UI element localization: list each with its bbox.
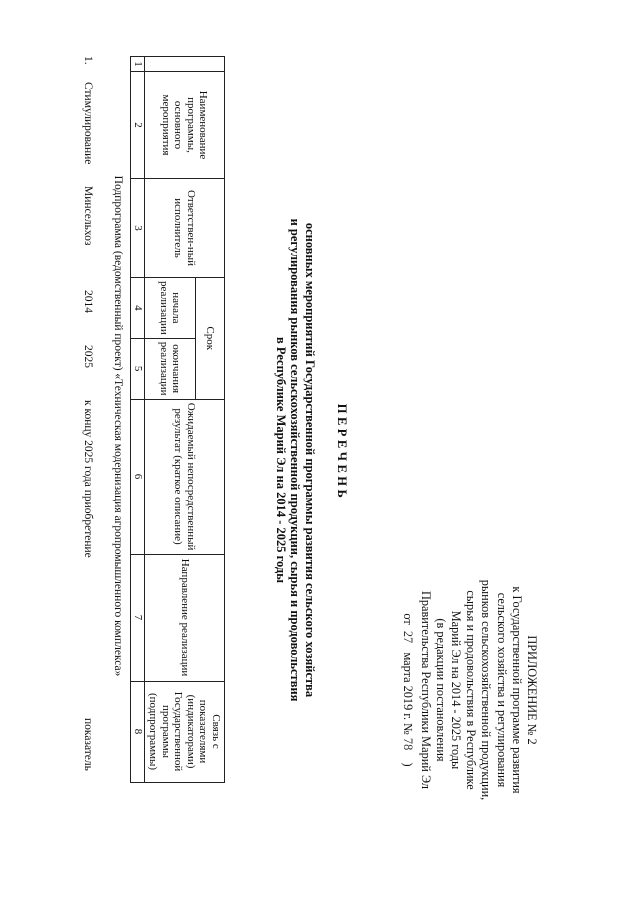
header-cell-start: начала реализации [145,278,196,339]
page-title: ПЕРЕЧЕНЬ [335,403,349,502]
column-number: 6 [131,399,145,554]
column-number: 4 [131,278,145,339]
date-prefix: от [401,613,416,625]
header-cell-direction: Направление реализации [145,554,225,681]
appendix-line: сельского хозяйства и регулирования [494,592,509,788]
date-day: 27 [401,630,416,644]
appendix-line: сырья и продовольствия в Республике [464,590,479,790]
subtitle-line: основных мероприятий Государственной программы развития сельского хозяйства [303,222,317,698]
column-number: 5 [131,338,145,399]
header-cell-name: Наименование программы, основного мероприятия [145,72,225,179]
appendix-line: рынков сельскохозяйственной продукции, [479,579,494,801]
column-number-row [131,57,145,783]
header-cell-num [145,57,225,72]
column-number: 3 [131,179,145,278]
appendix-line: Правительства Республики Марий Эл [418,590,433,790]
appendix-line: ПРИЛОЖЕНИЕ № 2 [525,635,539,745]
date-number: 78 [401,737,416,751]
measures-table [131,56,226,783]
row-link: показатель [82,718,94,771]
appendix-line: Марий Эл на 2014 - 2025 годы [448,610,463,770]
row-number: 1. [82,56,94,65]
row-end: 2025 [82,345,94,368]
subtitle-line: в Республике Марий Эл на 2014 - 2025 годы [274,336,288,584]
header-cell-link: Связь с показателями (индикаторами) Государственной программы (подпрограммы) [145,681,225,782]
page-subtitle [274,150,318,770]
column-number: 2 [131,72,145,179]
subtitle-line: и регулирования рынков сельскохозяйственной продукции, сырья и продовольствия [288,218,303,702]
appendix-line: (в редакции постановления [433,618,448,762]
date-close: ) [401,762,416,767]
header-cell-term: Срок [195,278,224,400]
appendix-line: к Государственной программе развития [509,586,524,794]
appendix-block [400,520,539,860]
column-number: 8 [131,681,145,782]
row-start: 2014 [82,290,94,313]
subprogram-title: Подпрограмма (ведомственный проект) «Техническая модернизация агропромышленного комплекса» [112,175,124,677]
row-executor: Минсельхоз [82,186,94,246]
header-cell-result: Ожидаемый непосредственный результат (краткое описание) [145,399,225,554]
row-name: Стимулирование [82,82,94,165]
row-result: к концу 2025 года приобретение [82,400,94,558]
header-cell-end: окончания реализации [145,338,196,399]
table-header-row [195,57,224,783]
header-cell-executor: Ответствен-ный исполнитель [145,179,225,278]
date-month-year: марта 2019 г. № [401,652,416,735]
column-number: 7 [131,554,145,681]
appendix-date-line [400,520,415,860]
column-number: 1 [131,57,145,72]
